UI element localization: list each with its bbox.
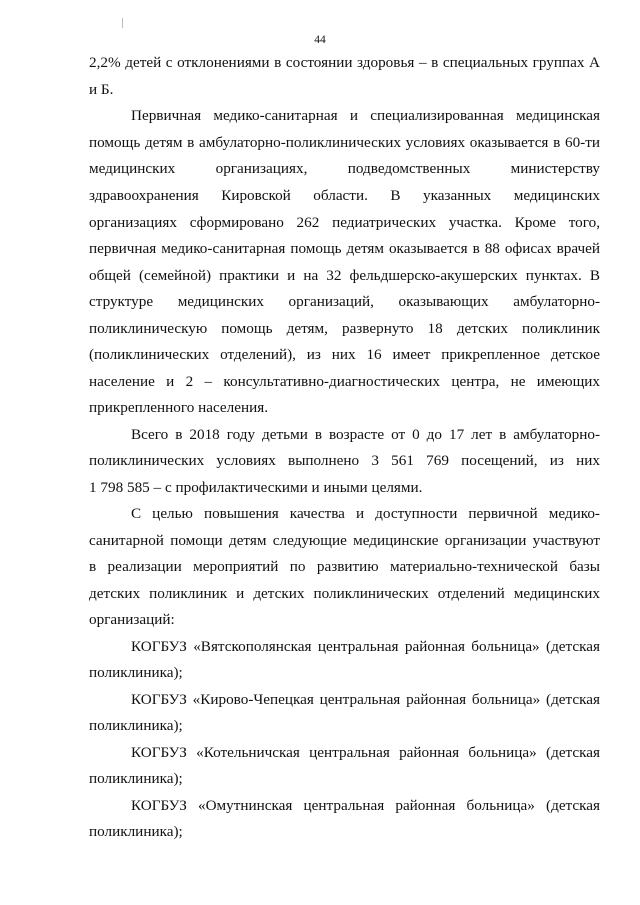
text-line: медицинских организациях, подведомственных министерству <box>89 160 600 177</box>
text-line: общей (семейной) практики и на 32 фельдшерско-акушерских пунктах. В <box>89 267 600 284</box>
text-line: 2,2% детей с отклонениями в состоянии здоровья – в специальных группах А <box>89 54 600 71</box>
text-line: и Б. <box>89 81 114 98</box>
list-item-continuation: поликлиника); <box>89 664 183 681</box>
text-line: помощь детям в амбулаторно-поликлинических условиях оказывается в 60-ти <box>89 134 600 151</box>
scan-margin-mark <box>122 18 123 28</box>
text-line: в реализации мероприятий по развитию материально-технической базы <box>89 558 600 575</box>
text-line: (поликлинических отделений), из них 16 имеет прикрепленное детское <box>89 346 600 363</box>
text-line: санитарной помощи детям следующие медицинские организации участвуют <box>89 532 600 549</box>
list-item: КОГБУЗ «Омутнинская центральная районная больница» (детская <box>131 797 600 814</box>
text-line: структуре медицинских организаций, оказывающих амбулаторно- <box>89 293 600 310</box>
text-line: здравоохранения Кировской области. В указанных медицинских <box>89 187 600 204</box>
text-line: население и 2 – консультативно-диагностических центра, не имеющих <box>89 373 600 390</box>
text-line: организациях сформировано 262 педиатрических участка. Кроме того, <box>89 214 600 231</box>
list-item: КОГБУЗ «Котельничская центральная районная больница» (детская <box>131 744 600 761</box>
list-item-continuation: поликлиника); <box>89 770 183 787</box>
paragraph-first-line: Первичная медико-санитарная и специализированная медицинская <box>131 107 600 124</box>
page-number: 44 <box>314 34 326 46</box>
paragraph-first-line: Всего в 2018 году детьми в возрасте от 0 до 17 лет в амбулаторно- <box>131 426 600 443</box>
list-item: КОГБУЗ «Кирово-Чепецкая центральная районная больница» (детская <box>131 691 600 708</box>
text-line: прикрепленного населения. <box>89 399 268 416</box>
text-line: детских поликлиник и детских поликлинических отделений медицинских <box>89 585 600 602</box>
paragraph-first-line: С целью повышения качества и доступности первичной медико- <box>131 505 600 522</box>
text-line: поликлиническую помощь детям, развернуто 18 детских поликлиник <box>89 320 600 337</box>
text-line: 1 798 585 – с профилактическими и иными целями. <box>89 479 423 496</box>
list-item: КОГБУЗ «Вятскополянская центральная районная больница» (детская <box>131 638 600 655</box>
list-item-continuation: поликлиника); <box>89 823 183 840</box>
text-line: поликлинических условиях выполнено 3 561 769 посещений, из них <box>89 452 600 469</box>
text-line: организаций: <box>89 611 175 628</box>
list-item-continuation: поликлиника); <box>89 717 183 734</box>
text-line: первичная медико-санитарная помощь детям оказывается в 88 офисах врачей <box>89 240 600 257</box>
